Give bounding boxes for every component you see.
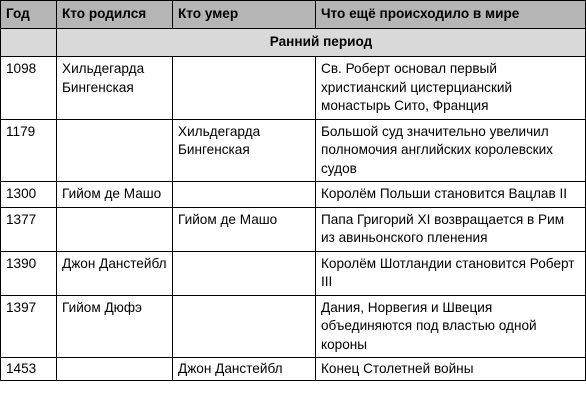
born-cell — [57, 207, 173, 251]
born-cell — [57, 358, 173, 381]
event-cell: Дания, Норвегия и Швеция объединяются под властью одной короны — [316, 295, 586, 358]
born-cell: Хильдегарда Бингенская — [57, 57, 173, 120]
table-header — [1, 1, 586, 29]
column-header-events: Что ещё происходило в мире — [316, 1, 586, 29]
section-row — [1, 29, 586, 57]
event-cell: Королём Польши становится Вацлав II — [316, 182, 586, 208]
event-cell: Королём Шотландии становится Роберт III — [316, 251, 586, 295]
column-header-died: Кто умер — [173, 1, 316, 29]
section-spacer-cell — [1, 29, 57, 57]
section-label: Ранний период — [57, 29, 586, 57]
died-cell — [173, 295, 316, 358]
died-cell — [173, 57, 316, 120]
event-cell: Папа Григорий XI возвращается в Рим из авиньонского пленения — [316, 207, 586, 251]
table-row — [1, 207, 586, 251]
died-cell: Гийом де Машо — [173, 207, 316, 251]
died-cell — [173, 182, 316, 208]
year-cell: 1179 — [1, 119, 57, 182]
born-cell — [57, 119, 173, 182]
table-row — [1, 251, 586, 295]
born-cell: Гийом Дюфэ — [57, 295, 173, 358]
table-row — [1, 182, 586, 208]
died-cell: Хильдегарда Бингенская — [173, 119, 316, 182]
header-row — [1, 1, 586, 29]
year-cell: 1397 — [1, 295, 57, 358]
event-cell: Св. Роберт основал первый христианский цистерцианский монастырь Сито, Франция — [316, 57, 586, 120]
table-row — [1, 295, 586, 358]
year-cell: 1453 — [1, 358, 57, 381]
year-cell: 1390 — [1, 251, 57, 295]
column-header-year: Год — [1, 1, 57, 29]
column-header-born: Кто родился — [57, 1, 173, 29]
died-cell: Джон Данстейбл — [173, 358, 316, 381]
table-row — [1, 57, 586, 120]
year-cell: 1377 — [1, 207, 57, 251]
table-row — [1, 358, 586, 381]
table-row — [1, 119, 586, 182]
event-cell: Большой суд значительно увеличил полномочия английских королевских судов — [316, 119, 586, 182]
died-cell — [173, 251, 316, 295]
event-cell: Конец Столетней войны — [316, 358, 586, 381]
year-cell: 1098 — [1, 57, 57, 120]
born-cell: Гийом де Машо — [57, 182, 173, 208]
table-body — [1, 29, 586, 381]
born-cell: Джон Данстейбл — [57, 251, 173, 295]
year-cell: 1300 — [1, 182, 57, 208]
